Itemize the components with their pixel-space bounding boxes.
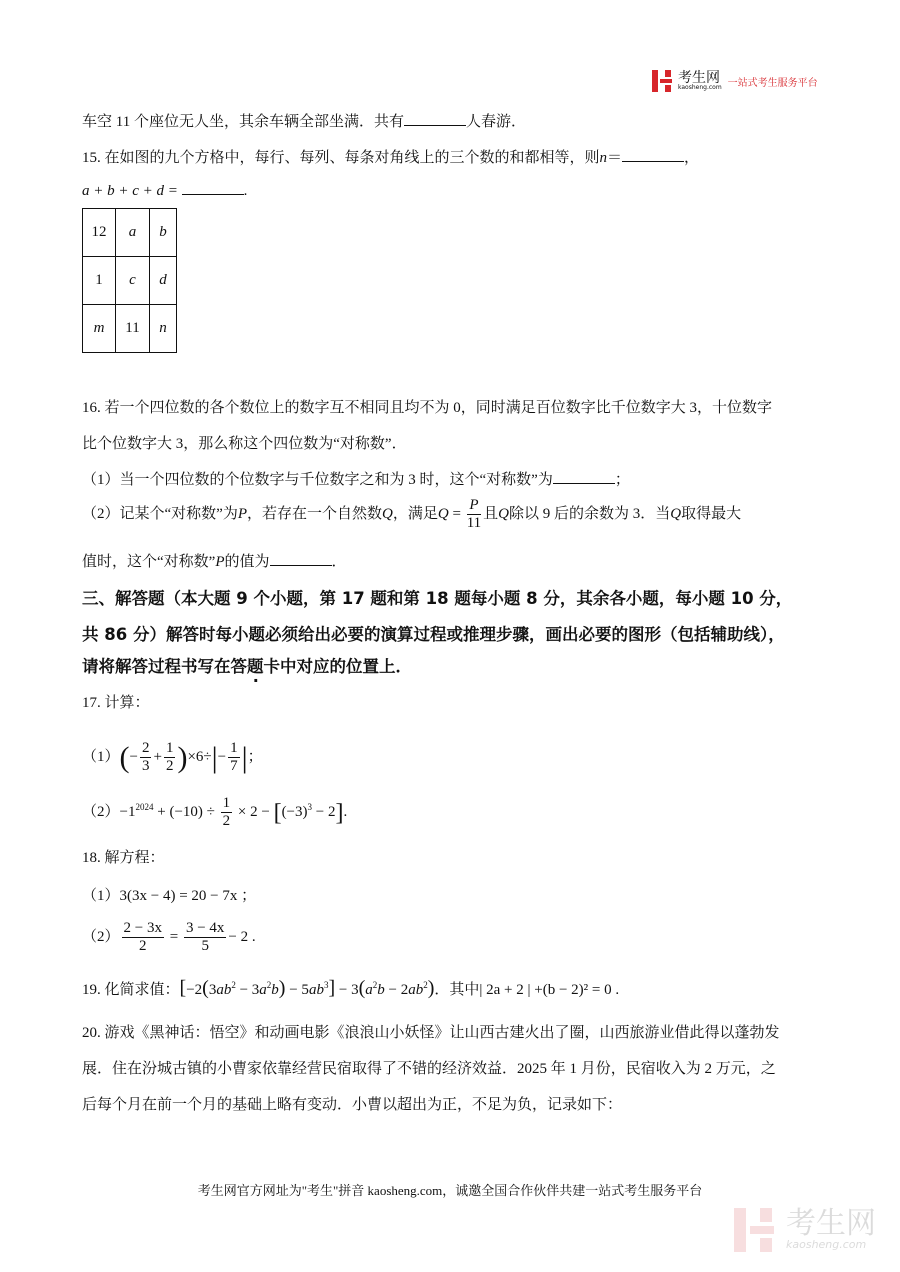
text: （1）当一个四位数的个位数字与千位数字之和为 3 时，这个“对称数”为 bbox=[82, 472, 553, 488]
var: Q bbox=[382, 506, 393, 523]
section3-heading: 三、解答题（本大题 9 个小题，第 17 题和第 18 题每小题 8 分，其余各小题，每小题 10 分， bbox=[82, 589, 793, 608]
var: P bbox=[215, 554, 225, 570]
q14-tail bbox=[82, 110, 526, 131]
q17-part2: $(2)-1^{2024} + (-10)$ ÷ $\frac{1}{2}$ × $2 - [(-3)^3 - 2]$. bbox=[82, 795, 348, 830]
var: Q bbox=[498, 506, 509, 523]
text: 除以 9 后的余数为 3．当 bbox=[509, 506, 671, 523]
answer-blank bbox=[404, 113, 466, 126]
cell: c bbox=[116, 257, 150, 305]
text: 取得最大 bbox=[681, 506, 742, 523]
q16-part2: （2）记某个“对称数”为P，若存在一个自然数Q，满足Q = $\frac{P}{11}$ 且Q除以 9 后的余数为 3．当Q取得最大 bbox=[82, 497, 742, 532]
var: Q bbox=[670, 506, 682, 523]
cell: m bbox=[83, 305, 116, 353]
answer-blank bbox=[553, 471, 615, 484]
text: （1） bbox=[82, 749, 120, 766]
cell: n bbox=[150, 305, 177, 353]
cell: 1 bbox=[83, 257, 116, 305]
text: ＝ bbox=[607, 150, 623, 166]
q15-line1 bbox=[82, 146, 699, 167]
header-logo bbox=[652, 70, 818, 92]
q18-part1 bbox=[82, 884, 256, 905]
watermark bbox=[744, 1206, 876, 1251]
text: （2） bbox=[82, 804, 120, 821]
watermark-logo-icon bbox=[734, 1208, 774, 1252]
q16-line2: 比个位数字大 3，那么称这个四位数为“对称数”． bbox=[82, 436, 407, 452]
denominator: 2 bbox=[139, 938, 147, 955]
q17-title: 17. 计算： bbox=[82, 695, 150, 711]
expression: a + b + c + d = bbox=[82, 183, 178, 199]
equation: 3(3x − 4) = 20 − 7x ； bbox=[119, 888, 257, 904]
magic-square bbox=[82, 208, 177, 353]
q19: 19. 化简求值：$[-2(3ab^2 - 3a^2b) - 5ab^3] - 3(a^2b - 2ab^2)$．其中| 2a + 2 | +(b − 2)² = 0 . bbox=[82, 977, 620, 999]
q20-line3: 后每个月在前一个月的基础上略有变动．小曹以超出为正，不足为负，记录如下： bbox=[82, 1097, 623, 1113]
text: 人春游． bbox=[465, 114, 526, 130]
text: − 2 . bbox=[228, 929, 256, 946]
text: 的值为 bbox=[224, 554, 270, 570]
kaosheng-logo-icon bbox=[652, 70, 672, 92]
section3-line2: 共 86 分）解答时每小题必须给出必要的演算过程或推理步骤，画出必要的图形（包括辅助线）， bbox=[82, 625, 785, 644]
answer-blank bbox=[182, 182, 244, 195]
watermark-url: kaosheng.com bbox=[786, 1238, 867, 1251]
text: 且 bbox=[483, 506, 499, 523]
q18-part2: （2） $\frac{2 - 3x}{2}$ = $\frac{3 - 4x}{5}$ − 2 . bbox=[82, 920, 256, 955]
text: 车空 11 个座位无人坐，其余车辆全部坐满．共有 bbox=[82, 114, 404, 130]
answer-blank bbox=[270, 553, 332, 566]
header-slogan: 一站式考生服务平台 bbox=[727, 77, 818, 89]
page-footer: 考生网官方网址为"考生"拼音 kaosheng.com，诚邀全国合作伙伴共建一站式考生服务平台 bbox=[197, 1183, 703, 1198]
q18-title: 18. 解方程： bbox=[82, 850, 165, 866]
text: ．其中| 2a + 2 | +(b − 2)² = 0 . bbox=[434, 982, 620, 998]
text: 值时，这个“对称数” bbox=[82, 554, 216, 570]
text: ，满足 bbox=[392, 506, 438, 523]
cell: a bbox=[116, 209, 150, 257]
answer-blank bbox=[622, 149, 684, 162]
text: （2） bbox=[82, 929, 120, 946]
q16-part1 bbox=[82, 468, 630, 489]
cell: 12 bbox=[83, 209, 116, 257]
text: 15. 在如图的九个方格中，每行、每列、每条对角线上的三个数的和都相等，则 bbox=[82, 150, 600, 166]
cell: 11 bbox=[116, 305, 150, 353]
text: （1） bbox=[82, 888, 120, 904]
cell: d bbox=[150, 257, 177, 305]
q16-line5 bbox=[82, 550, 347, 571]
logo-url: kaosheng.com bbox=[678, 84, 722, 91]
q20-line1: 20. 游戏《黑神话：悟空》和动画电影《浪浪山小妖怪》让山西古建火出了圈，山西旅游业借此得以蓬勃发 bbox=[82, 1025, 780, 1041]
text: 19. 化简求值： bbox=[82, 982, 180, 998]
q15-line2: a + b + c + d = . bbox=[82, 183, 248, 199]
numerator: 3 − 4x bbox=[184, 920, 226, 938]
var: n bbox=[599, 150, 608, 166]
numerator: 2 − 3x bbox=[122, 920, 164, 938]
text: ； bbox=[614, 472, 630, 488]
var: P bbox=[237, 506, 247, 523]
q17-part1: （1）(− $\frac{2}{3}$ + $\frac{1}{2}$ )×6÷|− $\frac{1}{7}$ |； bbox=[82, 740, 263, 775]
q20-line2: 展．住在汾城古镇的小曹家依靠经营民宿取得了不错的经济效益．2025 年 1 月份，民宿收入为 2 万元，之 bbox=[82, 1061, 776, 1077]
var: Q bbox=[437, 506, 449, 523]
text: ， bbox=[684, 150, 700, 166]
section3-line3 bbox=[82, 653, 412, 677]
watermark-text: 考生网 bbox=[786, 1206, 876, 1241]
cell: b bbox=[150, 209, 177, 257]
text: 请将解答过程书写在 bbox=[82, 657, 231, 676]
denominator: 11 bbox=[466, 515, 482, 532]
text: ，若存在一个自然数 bbox=[247, 506, 383, 523]
emphasized-text: 答题卡 bbox=[230, 657, 280, 676]
fraction bbox=[467, 497, 481, 533]
logo-text: 考生网 bbox=[678, 70, 720, 86]
text: 中对应的位置上． bbox=[280, 657, 412, 676]
text: （2）记某个“对称数”为 bbox=[82, 506, 238, 523]
text: ． bbox=[331, 554, 347, 570]
q16-line1: 16. 若一个四位数的各个数位上的数字互不相同且均不为 0，同时满足百位数字比千位数字大 3，十位数字 bbox=[82, 400, 773, 416]
denominator: 5 bbox=[201, 938, 209, 955]
numerator: P bbox=[467, 497, 480, 515]
